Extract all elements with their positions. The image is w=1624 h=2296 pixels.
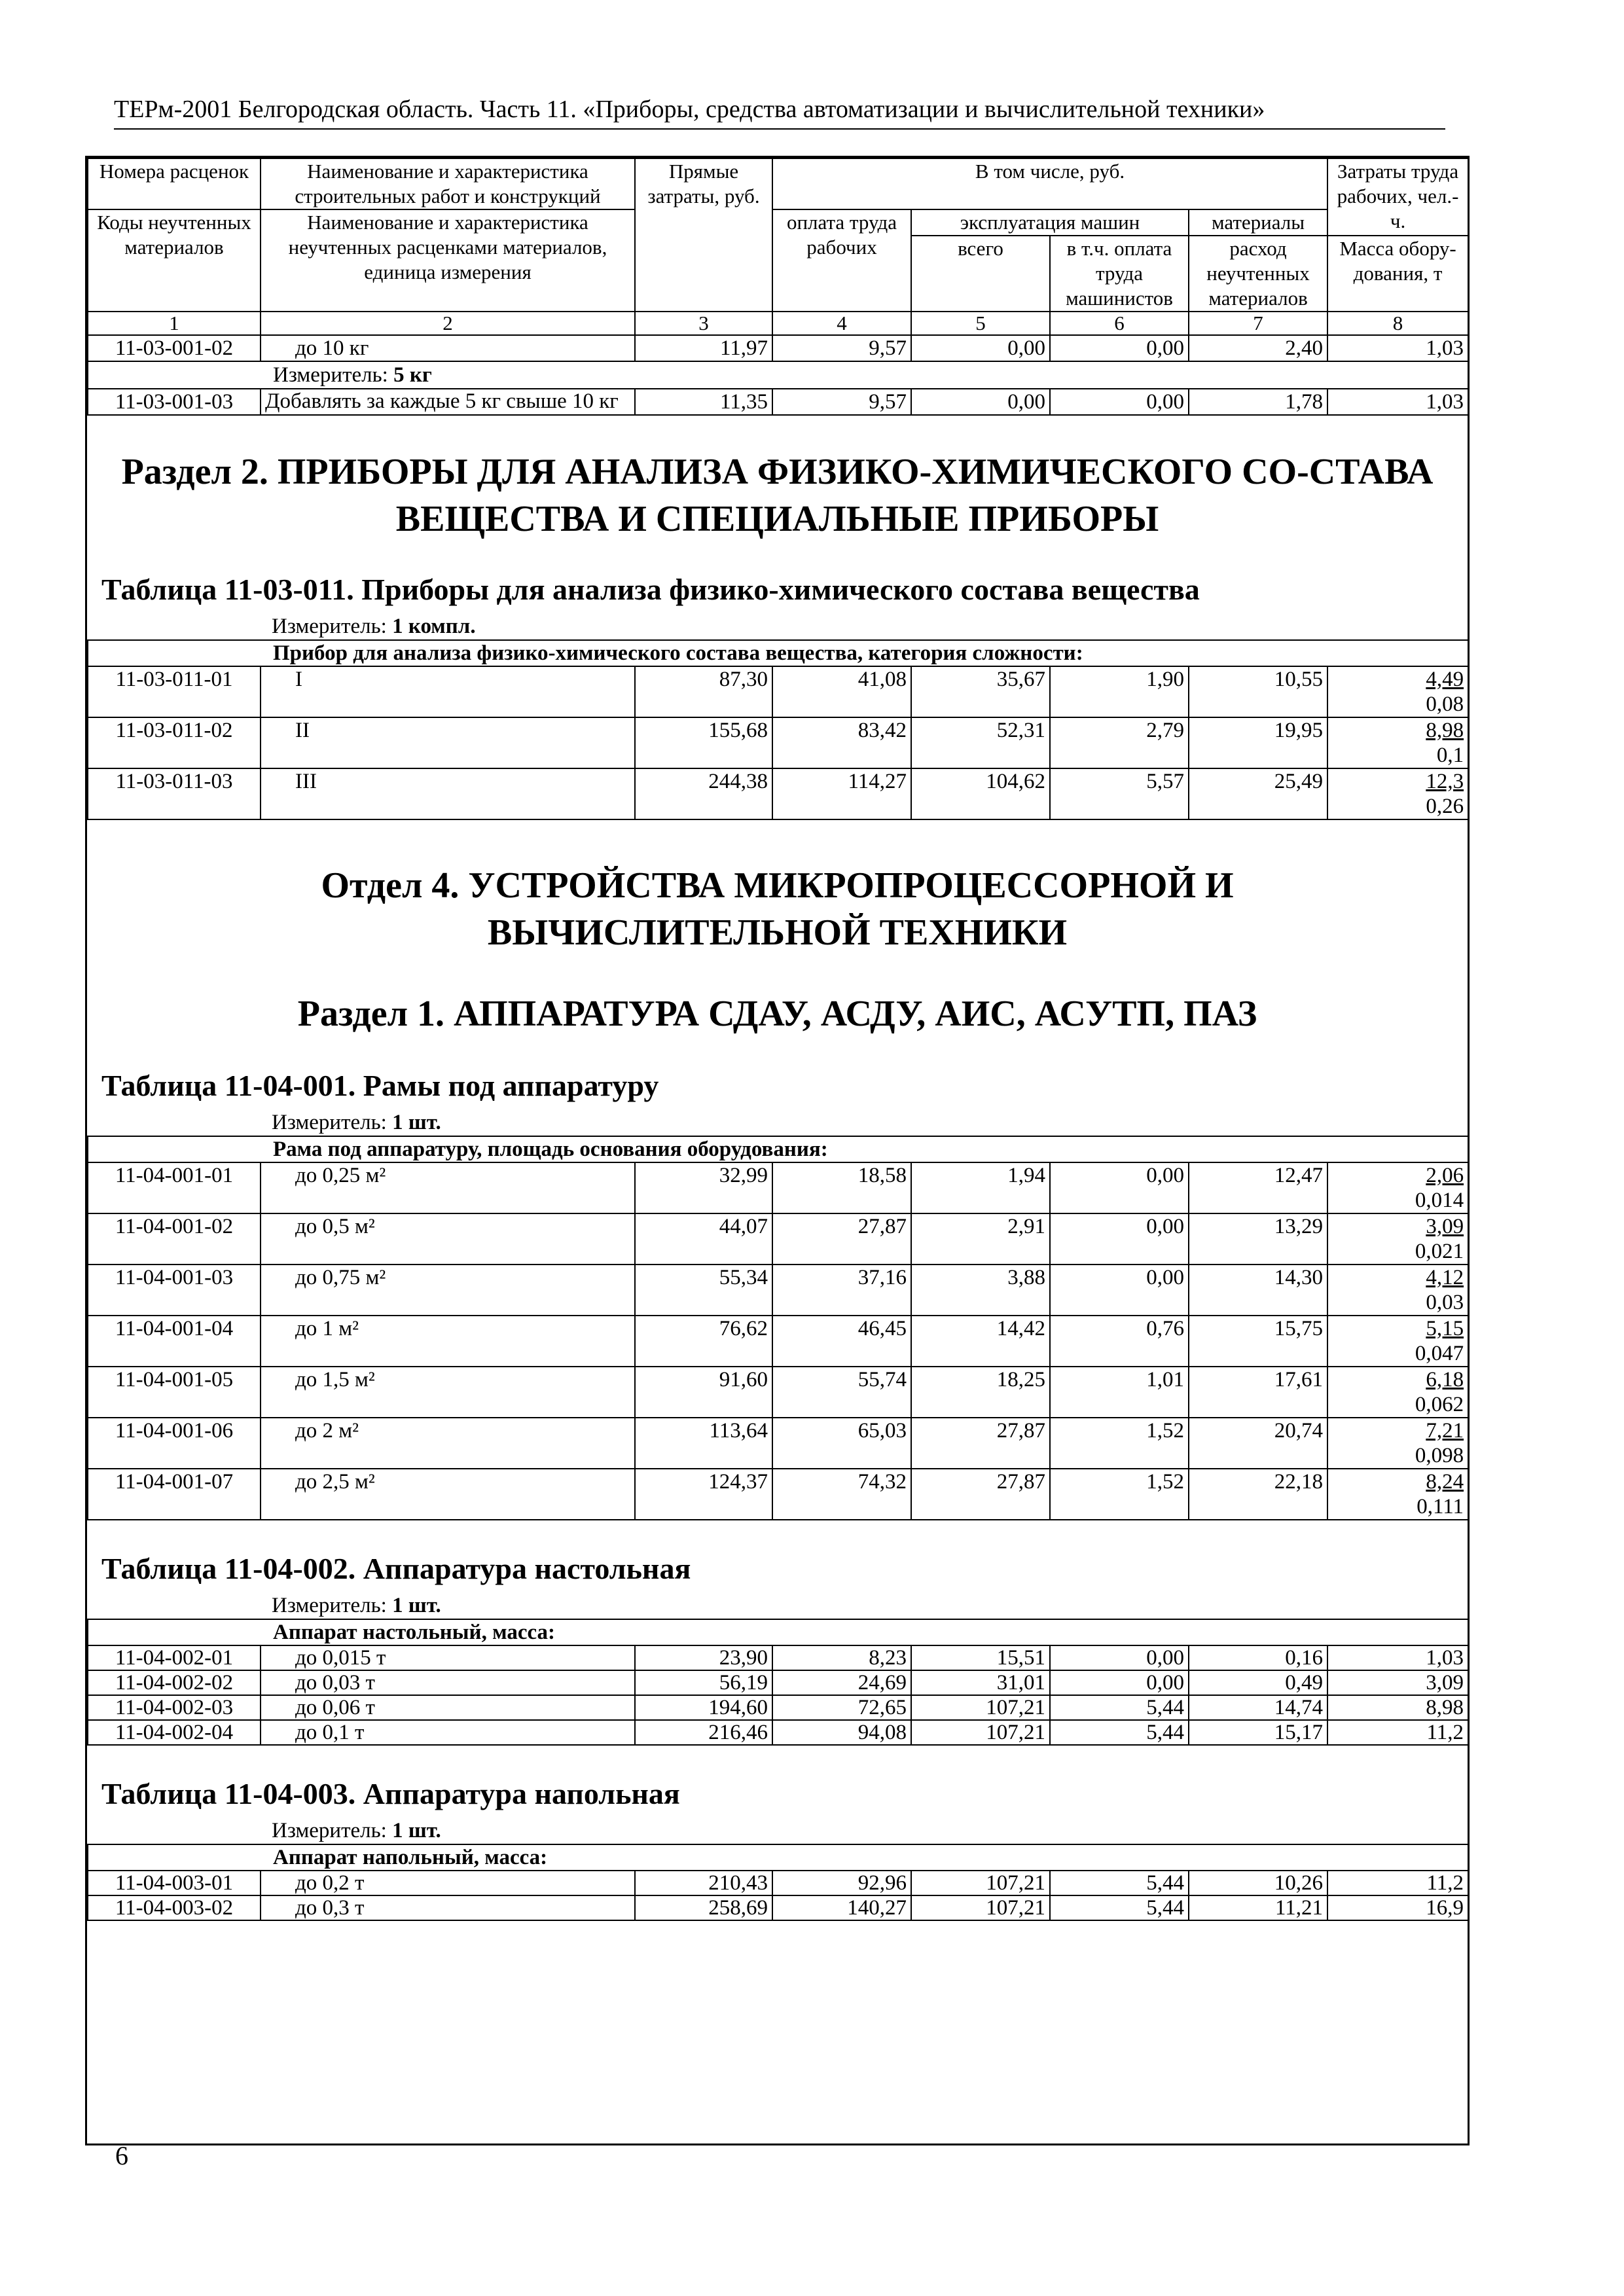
rate-code: 11-03-011-02 bbox=[88, 717, 261, 768]
cell-value: 31,01 bbox=[911, 1670, 1050, 1695]
rate-code: 11-04-001-04 bbox=[88, 1316, 261, 1367]
hdr-labor-costs: Затраты труда рабочих, чел.-ч. bbox=[1327, 158, 1468, 236]
cell-value: 44,07 bbox=[635, 1213, 772, 1265]
table-row bbox=[88, 1367, 1468, 1418]
cell-value: 55,74 bbox=[772, 1367, 911, 1418]
cell-value: 87,30 bbox=[635, 666, 772, 717]
unit-line bbox=[87, 1818, 1468, 1844]
rate-code: 11-04-003-02 bbox=[88, 1895, 261, 1920]
header-table bbox=[87, 158, 1469, 416]
rate-code: 11-03-001-03 bbox=[88, 389, 261, 415]
rate-code: 11-03-001-02 bbox=[88, 335, 261, 361]
mass-value: 0,014 bbox=[1415, 1189, 1464, 1212]
group-heading: Аппарат настольный, масса: bbox=[88, 1619, 1468, 1645]
rate-code: 11-04-002-04 bbox=[88, 1720, 261, 1745]
rates-table bbox=[87, 1136, 1469, 1520]
rate-name: до 10 кг bbox=[261, 335, 635, 361]
hdr-equipment-mass: Масса обору-дования, т bbox=[1327, 236, 1468, 312]
labor-mass-cell bbox=[1327, 768, 1468, 819]
cell-value: 0,00 bbox=[911, 389, 1050, 415]
table-title: Таблица 11-03-011. Приборы для анализа физико-химического состава вещества bbox=[101, 573, 1200, 606]
cell-value: 0,00 bbox=[1050, 389, 1189, 415]
hdr-material-name: Наименование и характеристика неучтенных расценками материалов, единица измерения bbox=[261, 209, 635, 312]
labor-value: 2,06 bbox=[1426, 1164, 1464, 1187]
cell-value: 83,42 bbox=[772, 717, 911, 768]
cell-value: 1,01 bbox=[1050, 1367, 1189, 1418]
hdr-work-name: Наименование и характеристика строительных работ и конструкций bbox=[261, 158, 635, 209]
labor-value: 4,49 bbox=[1426, 668, 1464, 691]
cell-value: 23,90 bbox=[635, 1645, 772, 1670]
unit-value: 5 кг bbox=[393, 363, 432, 387]
cell-value: 0,16 bbox=[1189, 1645, 1327, 1670]
cell-value: 124,37 bbox=[635, 1469, 772, 1520]
cell-value: 1,52 bbox=[1050, 1469, 1189, 1520]
cell-value: 14,30 bbox=[1189, 1265, 1327, 1316]
cell-value: 15,51 bbox=[911, 1645, 1050, 1670]
cell-value: 107,21 bbox=[911, 1871, 1050, 1895]
labor-mass-cell bbox=[1327, 1418, 1468, 1469]
rates-table bbox=[87, 639, 1469, 820]
labor-mass-cell bbox=[1327, 666, 1468, 717]
table-title: Таблица 11-04-002. Аппаратура настольная bbox=[101, 1552, 691, 1585]
cell-value: 32,99 bbox=[635, 1162, 772, 1213]
cell-value: 107,21 bbox=[911, 1720, 1050, 1745]
cell-value: 1,03 bbox=[1327, 335, 1468, 361]
group-heading: Прибор для анализа физико-химического состава вещества, категория сложности: bbox=[88, 640, 1468, 666]
table-row bbox=[88, 1162, 1468, 1213]
cell-value: 1,94 bbox=[911, 1162, 1050, 1213]
rate-code: 11-04-003-01 bbox=[88, 1871, 261, 1895]
rate-code: 11-03-011-01 bbox=[88, 666, 261, 717]
cell-value: 9,57 bbox=[772, 389, 911, 415]
table-row bbox=[88, 389, 1468, 415]
unit-value: 1 компл. bbox=[392, 615, 476, 638]
hdr-material-use: расход неучтенных материалов bbox=[1189, 236, 1327, 312]
cell-value: 1,52 bbox=[1050, 1418, 1189, 1469]
unit-line bbox=[87, 613, 1468, 639]
labor-value: 3,09 bbox=[1426, 1215, 1464, 1238]
cell-value: 216,46 bbox=[635, 1720, 772, 1745]
labor-value: 7,21 bbox=[1426, 1419, 1464, 1443]
cell-value: 2,79 bbox=[1050, 717, 1189, 768]
unit-value: 1 шт. bbox=[392, 1111, 441, 1134]
unit-label: Измеритель: bbox=[273, 363, 388, 387]
cell-value: 11,21 bbox=[1189, 1895, 1327, 1920]
labor-value: 12,3 bbox=[1426, 770, 1464, 793]
cell-value: 72,65 bbox=[772, 1695, 911, 1720]
rate-name: до 1,5 м² bbox=[261, 1367, 635, 1418]
table-row bbox=[88, 1469, 1468, 1520]
rate-name: до 0,2 т bbox=[261, 1871, 635, 1895]
mass-value: 0,047 bbox=[1415, 1342, 1464, 1365]
cell-value: 140,27 bbox=[772, 1895, 911, 1920]
cell-value: 10,55 bbox=[1189, 666, 1327, 717]
table-row bbox=[88, 1695, 1468, 1720]
labor-mass-cell bbox=[1327, 1213, 1468, 1265]
labor-value: 4,12 bbox=[1426, 1266, 1464, 1289]
rate-name: до 1 м² bbox=[261, 1316, 635, 1367]
cell-value: 17,61 bbox=[1189, 1367, 1327, 1418]
cell-value: 52,31 bbox=[911, 717, 1050, 768]
unit-label: Измеритель: bbox=[272, 1111, 387, 1134]
unit-label: Измеритель: bbox=[272, 1819, 387, 1842]
rate-name: Добавлять за каждые 5 кг свыше 10 кг bbox=[261, 389, 635, 415]
cell-value: 37,16 bbox=[772, 1265, 911, 1316]
col-index: 7 bbox=[1189, 312, 1327, 335]
rate-name: до 0,3 т bbox=[261, 1895, 635, 1920]
rate-code: 11-04-001-02 bbox=[88, 1213, 261, 1265]
rate-name: I bbox=[261, 666, 635, 717]
cell-value: 8,98 bbox=[1327, 1695, 1468, 1720]
cell-value: 5,44 bbox=[1050, 1895, 1189, 1920]
table-row bbox=[88, 717, 1468, 768]
hdr-direct-costs: Прямые затраты, руб. bbox=[635, 158, 772, 312]
cell-value: 258,69 bbox=[635, 1895, 772, 1920]
cell-value: 74,32 bbox=[772, 1469, 911, 1520]
cell-value: 94,08 bbox=[772, 1720, 911, 1745]
cell-value: 0,00 bbox=[1050, 1645, 1189, 1670]
cell-value: 3,88 bbox=[911, 1265, 1050, 1316]
table-row bbox=[88, 1871, 1468, 1895]
cell-value: 0,00 bbox=[1050, 1670, 1189, 1695]
running-header: ТЕРм-2001 Белгородская область. Часть 11. «Приборы, средства автоматизации и вычислительной техники» bbox=[114, 94, 1445, 130]
cell-value: 2,91 bbox=[911, 1213, 1050, 1265]
cell-value: 0,00 bbox=[1050, 1265, 1189, 1316]
cell-value: 0,00 bbox=[1050, 1162, 1189, 1213]
hdr-machines-total: всего bbox=[911, 236, 1050, 312]
rates-table bbox=[87, 1844, 1469, 1921]
rate-name: до 0,015 т bbox=[261, 1645, 635, 1670]
mass-value: 0,26 bbox=[1426, 795, 1464, 818]
cell-value: 113,64 bbox=[635, 1418, 772, 1469]
unit-line bbox=[88, 361, 1468, 389]
rate-name: до 2,5 м² bbox=[261, 1469, 635, 1520]
rate-code: 11-03-011-03 bbox=[88, 768, 261, 819]
mass-value: 0,08 bbox=[1426, 692, 1464, 716]
group-heading: Рама под аппаратуру, площадь основания оборудования: bbox=[88, 1136, 1468, 1162]
cell-value: 20,74 bbox=[1189, 1418, 1327, 1469]
hdr-machinist-pay: в т.ч. оплата труда машинистов bbox=[1050, 236, 1189, 312]
cell-value: 91,60 bbox=[635, 1367, 772, 1418]
rate-name: до 0,06 т bbox=[261, 1695, 635, 1720]
col-index: 3 bbox=[635, 312, 772, 335]
cell-value: 16,9 bbox=[1327, 1895, 1468, 1920]
cell-value: 0,49 bbox=[1189, 1670, 1327, 1695]
rate-code: 11-04-002-01 bbox=[88, 1645, 261, 1670]
rate-name: II bbox=[261, 717, 635, 768]
cell-value: 27,87 bbox=[911, 1469, 1050, 1520]
rate-code: 11-04-001-06 bbox=[88, 1418, 261, 1469]
cell-value: 24,69 bbox=[772, 1670, 911, 1695]
rate-name: до 0,75 м² bbox=[261, 1265, 635, 1316]
mass-value: 0,021 bbox=[1415, 1240, 1464, 1263]
cell-value: 11,35 bbox=[635, 389, 772, 415]
cell-value: 13,29 bbox=[1189, 1213, 1327, 1265]
hdr-rate-numbers: Номера расценок bbox=[88, 158, 261, 209]
col-index: 8 bbox=[1327, 312, 1468, 335]
rate-code: 11-04-001-01 bbox=[88, 1162, 261, 1213]
table-row bbox=[88, 768, 1468, 819]
hdr-machines: эксплуатация машин bbox=[911, 209, 1189, 236]
rate-code: 11-04-001-05 bbox=[88, 1367, 261, 1418]
unit-value: 1 шт. bbox=[392, 1819, 441, 1842]
unit-value: 1 шт. bbox=[392, 1594, 441, 1617]
section-heading: Раздел 2. ПРИБОРЫ ДЛЯ АНАЛИЗА ФИЗИКО-ХИМИЧЕСКОГО СО-СТАВА ВЕЩЕСТВА И СПЕЦИАЛЬНЫЕ ПРИБОРЫ bbox=[121, 452, 1434, 539]
cell-value: 8,23 bbox=[772, 1645, 911, 1670]
cell-value: 15,75 bbox=[1189, 1316, 1327, 1367]
division-heading: Отдел 4. УСТРОЙСТВА МИКРОПРОЦЕССОРНОЙ И ВЫЧИСЛИТЕЛЬНОЙ ТЕХНИКИ bbox=[321, 865, 1234, 953]
cell-value: 104,62 bbox=[911, 768, 1050, 819]
labor-value: 6,18 bbox=[1426, 1368, 1464, 1391]
rates-table bbox=[87, 1619, 1469, 1746]
table-row bbox=[88, 1645, 1468, 1670]
cell-value: 46,45 bbox=[772, 1316, 911, 1367]
cell-value: 2,40 bbox=[1189, 335, 1327, 361]
labor-mass-cell bbox=[1327, 1162, 1468, 1213]
cell-value: 55,34 bbox=[635, 1265, 772, 1316]
cell-value: 210,43 bbox=[635, 1871, 772, 1895]
cell-value: 1,03 bbox=[1327, 389, 1468, 415]
cell-value: 11,2 bbox=[1327, 1871, 1468, 1895]
document-frame bbox=[85, 156, 1470, 2145]
cell-value: 1,03 bbox=[1327, 1645, 1468, 1670]
cell-value: 76,62 bbox=[635, 1316, 772, 1367]
col-index: 4 bbox=[772, 312, 911, 335]
cell-value: 5,44 bbox=[1050, 1871, 1189, 1895]
table-row bbox=[88, 335, 1468, 361]
labor-mass-cell bbox=[1327, 717, 1468, 768]
cell-value: 1,78 bbox=[1189, 389, 1327, 415]
cell-value: 107,21 bbox=[911, 1695, 1050, 1720]
mass-value: 0,1 bbox=[1436, 744, 1464, 767]
labor-mass-cell bbox=[1327, 1367, 1468, 1418]
rate-code: 11-04-002-02 bbox=[88, 1670, 261, 1695]
cell-value: 0,00 bbox=[1050, 335, 1189, 361]
labor-value: 8,24 bbox=[1426, 1470, 1464, 1494]
cell-value: 22,18 bbox=[1189, 1469, 1327, 1520]
cell-value: 18,25 bbox=[911, 1367, 1050, 1418]
cell-value: 25,49 bbox=[1189, 768, 1327, 819]
mass-value: 0,03 bbox=[1426, 1291, 1464, 1314]
labor-mass-cell bbox=[1327, 1469, 1468, 1520]
unit-label: Измеритель: bbox=[272, 615, 387, 638]
unit-line bbox=[87, 1592, 1468, 1619]
table-row bbox=[88, 666, 1468, 717]
mass-value: 0,062 bbox=[1415, 1393, 1464, 1416]
cell-value: 15,17 bbox=[1189, 1720, 1327, 1745]
cell-value: 114,27 bbox=[772, 768, 911, 819]
table-row bbox=[88, 1265, 1468, 1316]
cell-value: 11,2 bbox=[1327, 1720, 1468, 1745]
labor-value: 8,98 bbox=[1426, 719, 1464, 742]
rate-name: до 0,25 м² bbox=[261, 1162, 635, 1213]
table-row bbox=[88, 1720, 1468, 1745]
cell-value: 41,08 bbox=[772, 666, 911, 717]
table-row bbox=[88, 1316, 1468, 1367]
rate-name: до 0,5 м² bbox=[261, 1213, 635, 1265]
cell-value: 0,00 bbox=[1050, 1213, 1189, 1265]
col-index: 6 bbox=[1050, 312, 1189, 335]
cell-value: 5,44 bbox=[1050, 1720, 1189, 1745]
table-row bbox=[88, 1418, 1468, 1469]
hdr-material-codes: Коды неучтенных материалов bbox=[88, 209, 261, 312]
mass-value: 0,098 bbox=[1415, 1444, 1464, 1467]
table-title: Таблица 11-04-001. Рамы под аппаратуру bbox=[101, 1069, 659, 1102]
hdr-including: В том числе, руб. bbox=[772, 158, 1327, 209]
unit-line bbox=[87, 1109, 1468, 1136]
section-heading: Раздел 1. АППАРАТУРА СДАУ, АСДУ, АИС, АСУТП, ПАЗ bbox=[297, 994, 1257, 1034]
cell-value: 92,96 bbox=[772, 1871, 911, 1895]
cell-value: 14,42 bbox=[911, 1316, 1050, 1367]
table-title: Таблица 11-04-003. Аппаратура напольная bbox=[101, 1777, 680, 1810]
cell-value: 1,90 bbox=[1050, 666, 1189, 717]
cell-value: 107,21 bbox=[911, 1895, 1050, 1920]
hdr-worker-pay: оплата труда рабочих bbox=[772, 209, 911, 312]
cell-value: 27,87 bbox=[772, 1213, 911, 1265]
labor-mass-cell bbox=[1327, 1265, 1468, 1316]
cell-value: 27,87 bbox=[911, 1418, 1050, 1469]
labor-value: 5,15 bbox=[1426, 1317, 1464, 1340]
rate-name: до 0,1 т bbox=[261, 1720, 635, 1745]
col-index: 5 bbox=[911, 312, 1050, 335]
rate-name: III bbox=[261, 768, 635, 819]
cell-value: 56,19 bbox=[635, 1670, 772, 1695]
cell-value: 244,38 bbox=[635, 768, 772, 819]
cell-value: 65,03 bbox=[772, 1418, 911, 1469]
cell-value: 19,95 bbox=[1189, 717, 1327, 768]
cell-value: 194,60 bbox=[635, 1695, 772, 1720]
rate-code: 11-04-001-07 bbox=[88, 1469, 261, 1520]
cell-value: 3,09 bbox=[1327, 1670, 1468, 1695]
unit-label: Измеритель: bbox=[272, 1594, 387, 1617]
rate-name: до 0,03 т bbox=[261, 1670, 635, 1695]
labor-mass-cell bbox=[1327, 1316, 1468, 1367]
cell-value: 0,76 bbox=[1050, 1316, 1189, 1367]
rate-name: до 2 м² bbox=[261, 1418, 635, 1469]
page-number: 6 bbox=[115, 2141, 128, 2170]
cell-value: 0,00 bbox=[911, 335, 1050, 361]
cell-value: 18,58 bbox=[772, 1162, 911, 1213]
rate-code: 11-04-001-03 bbox=[88, 1265, 261, 1316]
hdr-materials: материалы bbox=[1189, 209, 1327, 236]
cell-value: 12,47 bbox=[1189, 1162, 1327, 1213]
cell-value: 155,68 bbox=[635, 717, 772, 768]
group-heading: Аппарат напольный, масса: bbox=[88, 1844, 1468, 1871]
cell-value: 5,57 bbox=[1050, 768, 1189, 819]
cell-value: 14,74 bbox=[1189, 1695, 1327, 1720]
table-row bbox=[88, 1895, 1468, 1920]
cell-value: 35,67 bbox=[911, 666, 1050, 717]
mass-value: 0,111 bbox=[1416, 1495, 1464, 1518]
rate-code: 11-04-002-03 bbox=[88, 1695, 261, 1720]
cell-value: 5,44 bbox=[1050, 1695, 1189, 1720]
cell-value: 11,97 bbox=[635, 335, 772, 361]
cell-value: 10,26 bbox=[1189, 1871, 1327, 1895]
cell-value: 9,57 bbox=[772, 335, 911, 361]
table-row bbox=[88, 1213, 1468, 1265]
table-row bbox=[88, 1670, 1468, 1695]
col-index: 2 bbox=[261, 312, 635, 335]
col-index: 1 bbox=[88, 312, 261, 335]
